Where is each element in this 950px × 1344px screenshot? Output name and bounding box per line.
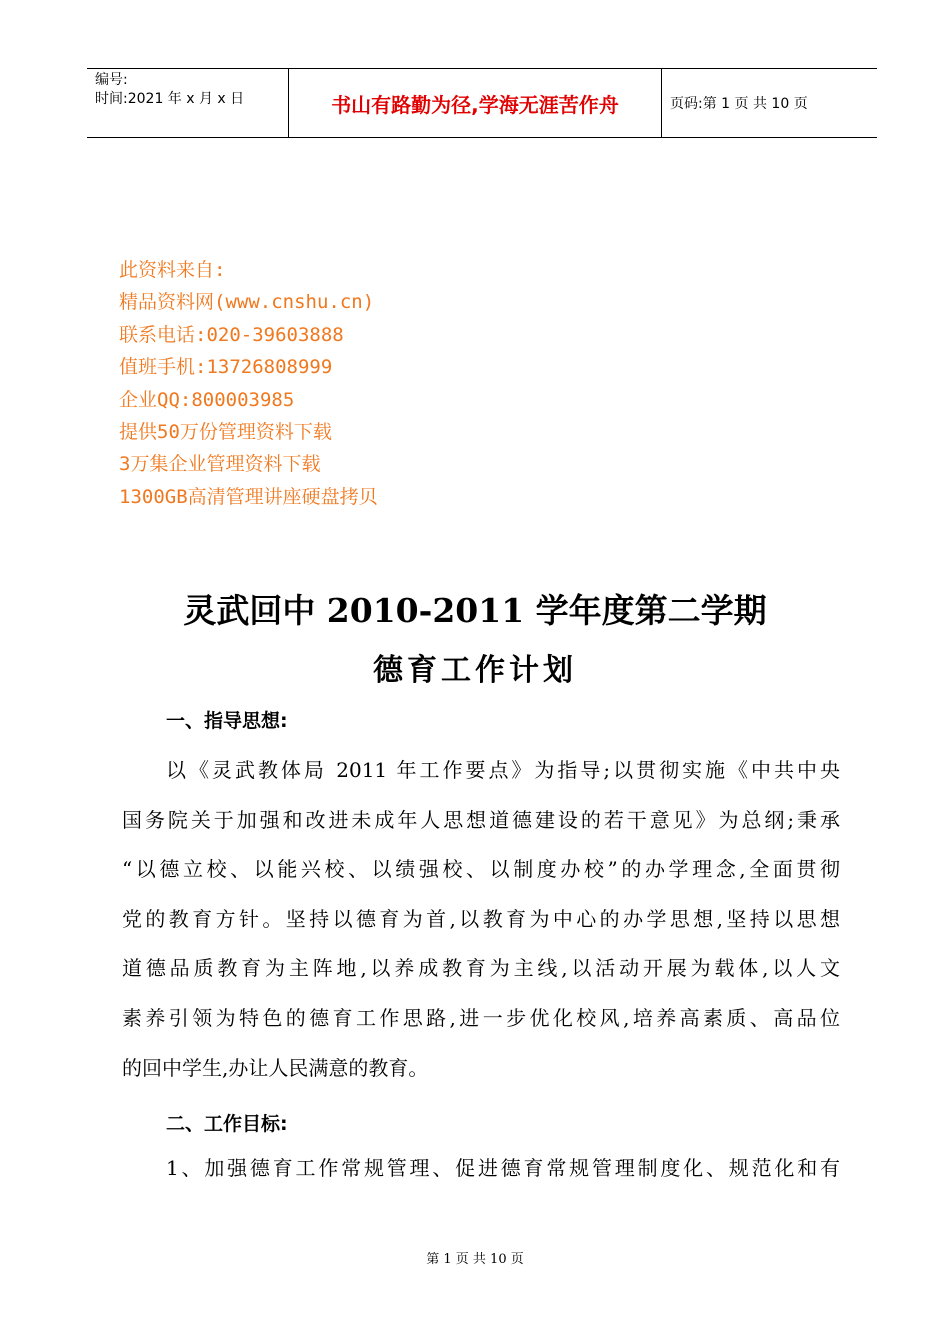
paragraph-line: 党的教育方针。坚持以德育为首,以教育为中心的办学思想,坚持以思想 xyxy=(122,906,840,931)
header-table xyxy=(87,68,877,138)
document-title: 灵武回中 2010-2011 学年度第二学期 xyxy=(183,591,767,630)
motto-cell xyxy=(288,69,662,137)
paragraph-line: 素养引领为特色的德育工作思路,进一步优化校风,培养高素质、高品位 xyxy=(122,1005,840,1030)
source-info-block xyxy=(119,254,378,513)
section-heading-work-goals: 二、工作目标: xyxy=(166,1113,288,1135)
page-number-cell xyxy=(662,69,877,137)
page-footer: 第 1 页 共 10 页 xyxy=(426,1252,524,1267)
paragraph-line: 道德品质教育为主阵地,以养成教育为主线,以活动开展为载体,以人文 xyxy=(122,956,840,981)
paragraph-line: 1、加强德育工作常规管理、促进德育常规管理制度化、规范化和有 xyxy=(166,1156,840,1180)
section-heading-guiding-ideology: 一、指导思想: xyxy=(166,710,288,732)
paragraph-guiding-ideology xyxy=(122,796,840,1094)
paragraph-work-goals xyxy=(122,1144,840,1194)
document-subtitle: 德育工作计划 xyxy=(373,653,577,688)
paragraph-line: “以德立校、以能兴校、以绩强校、以制度办校”的办学理念,全面贯彻 xyxy=(122,857,840,882)
motto-text: 书山有路勤为径,学海无涯苦作舟 xyxy=(331,92,619,117)
paragraph-line xyxy=(122,746,840,796)
source-line: 企业QQ:800003985 xyxy=(119,388,295,411)
source-line: 值班手机:13726808999 xyxy=(119,356,333,379)
paragraph-line: 以《灵武教体局 2011 年工作要点》为指导;以贯彻实施《中共中央 xyxy=(166,758,840,782)
source-line: 此资料来自: xyxy=(119,259,226,281)
number-label: 编号: xyxy=(95,72,128,88)
paragraph-line: 的回中学生,办让人民满意的教育。 xyxy=(122,1055,429,1080)
header-info-cell xyxy=(87,69,288,137)
source-line: 联系电话:020-39603888 xyxy=(119,323,344,346)
source-line: 精品资料网(www.cnshu.cn) xyxy=(119,291,375,314)
source-line: 1300GB高清管理讲座硬盘拷贝 xyxy=(119,485,378,508)
source-line: 提供50万份管理资料下载 xyxy=(119,421,332,444)
page-number-label: 页码:第 1 页 共 10 页 xyxy=(670,96,808,112)
source-line: 3万集企业管理资料下载 xyxy=(119,453,321,476)
time-label: 时间:2021 年 x 月 x 日 xyxy=(95,91,245,107)
paragraph-line: 国务院关于加强和改进未成年人思想道德建设的若干意见》为总纲;秉承 xyxy=(122,807,840,832)
